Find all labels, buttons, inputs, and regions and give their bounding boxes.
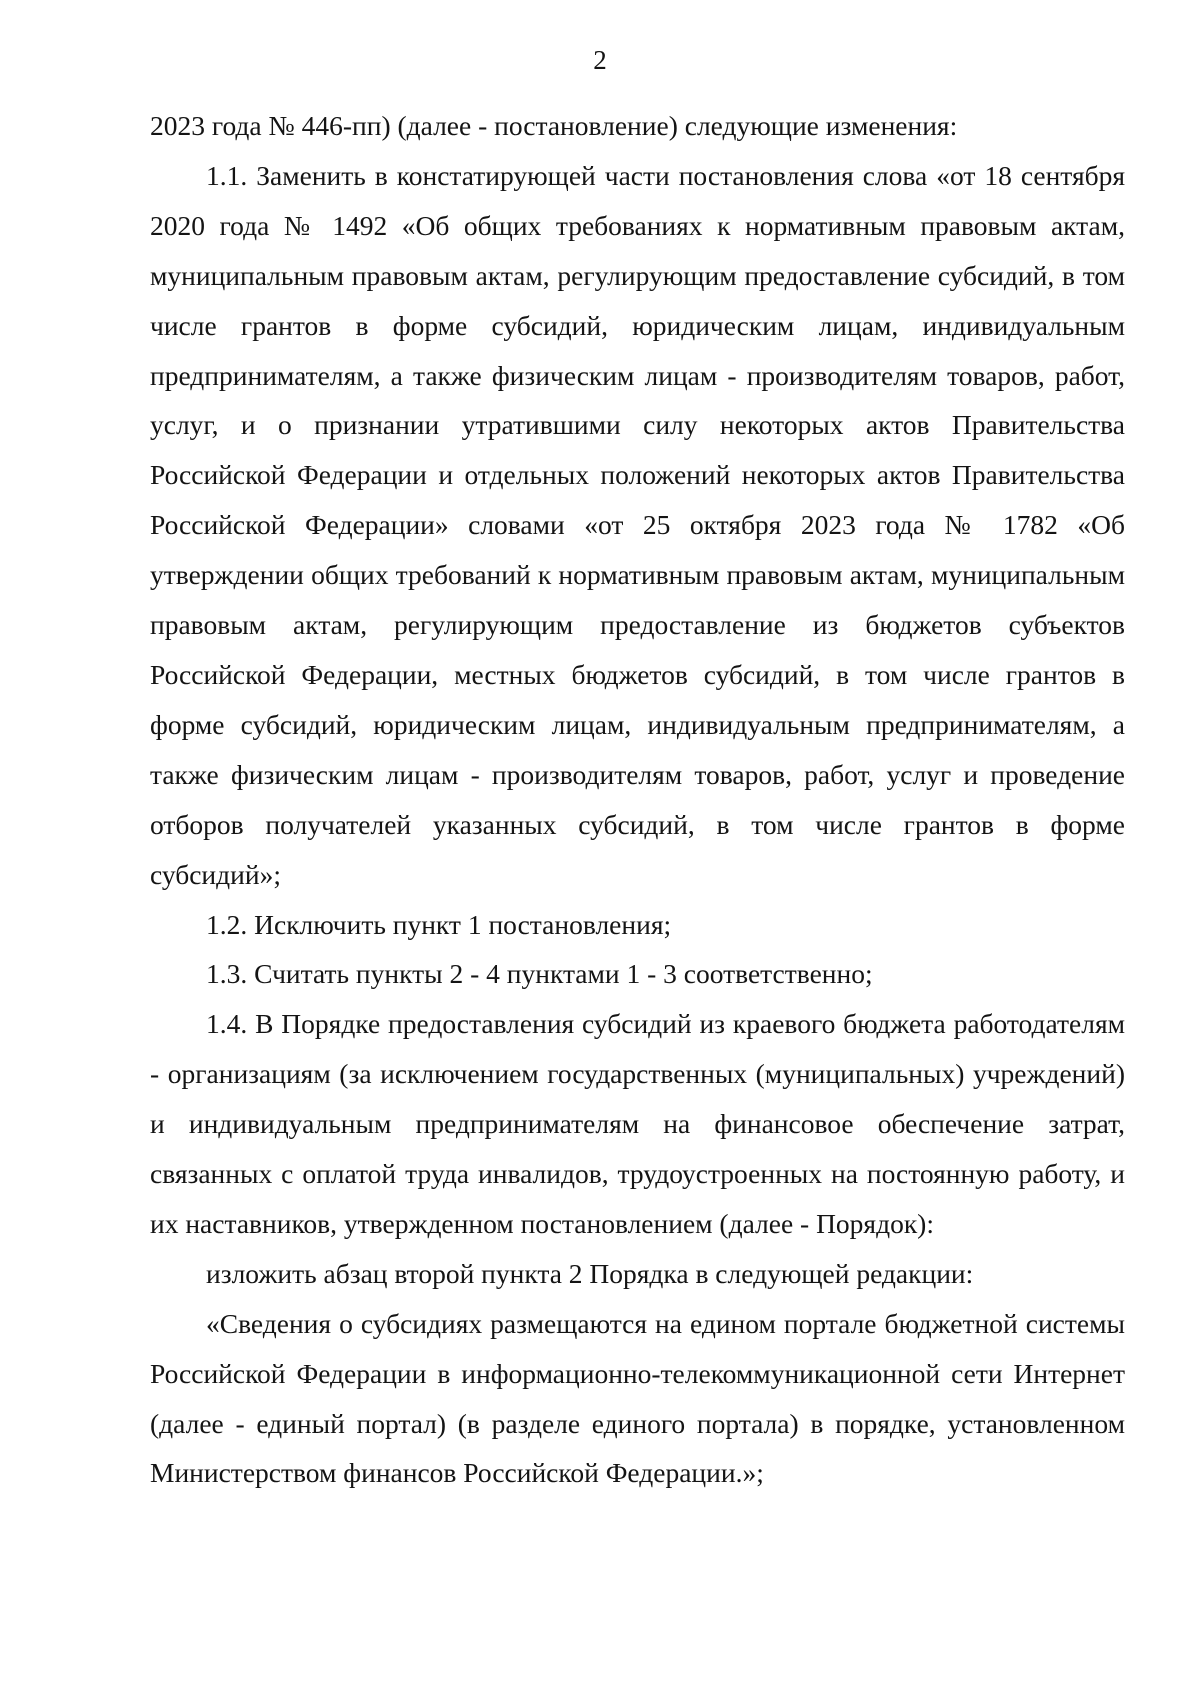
document-body [150, 101, 1125, 1498]
paragraph-item-1-3: 1.3. Считать пункты 2 - 4 пунктами 1 - 3 соответственно; [206, 958, 873, 990]
paragraph-item-1-2: 1.2. Исключить пункт 1 постановления; [206, 908, 672, 940]
paragraph-item-1-1: 1.1. Заменить в констатирующей части постановления слова «от 18 сентября 2020 года № 1492 «Об общих требованиях к нормативным правовым актам, муниципальным правовым актам, регулирующим предоставление субсидий, в том числе грантов в форме субсидий, юридическим лицам, индивидуальным предпринимателям, а также физическим лицам - производителям товаров, работ, услуг, и о признании утратившими силу некоторых актов Правительства Российской Федерации и отдельных положений некоторых актов Правительства Российской Федерации» словами «от 25 октября 2023 года № 1782 «Об утверждении общих требований к нормативным правовым актам, муниципальным правовым актам, регулирующим предоставление из бюджетов субъектов Российской Федерации, местных бюджетов субсидий, в том числе грантов в форме субсидий, юридическим лицам, индивидуальным предпринимателям, а также физическим лицам - производителям товаров, работ, услуг и проведение отборов получателей указанных субсидий, в том числе грантов в форме субсидий»; [150, 159, 1125, 890]
paragraph-item-1-4-instruction: изложить абзац второй пункта 2 Порядка в следующей редакции: [206, 1257, 974, 1289]
paragraph-item-1-4: 1.4. В Порядке предоставления субсидий из краевого бюджета работодателям - организациям (за исключением государственных (муниципальных) учреждений) и индивидуальным предпринимателям на финансовое обеспечение затрат, связанных с оплатой труда инвалидов, трудоустроенных на постоянную работу, и их наставников, утвержденном постановлением (далее - Порядок): [150, 1008, 1125, 1239]
paragraph-item-1-4-new-wording: «Сведения о субсидиях размещаются на едином портале бюджетной системы Российской Федерации в информационно-телекоммуникационной сети Интернет (далее - единый портал) (в разделе единого портала) в порядке, установленном Министерством финансов Российской Федерации.»; [150, 1307, 1125, 1489]
paragraph-intro-continuation: 2023 года № 446-пп) (далее - постановление) следующие изменения: [150, 110, 958, 141]
page-number: 2 [593, 45, 607, 75]
